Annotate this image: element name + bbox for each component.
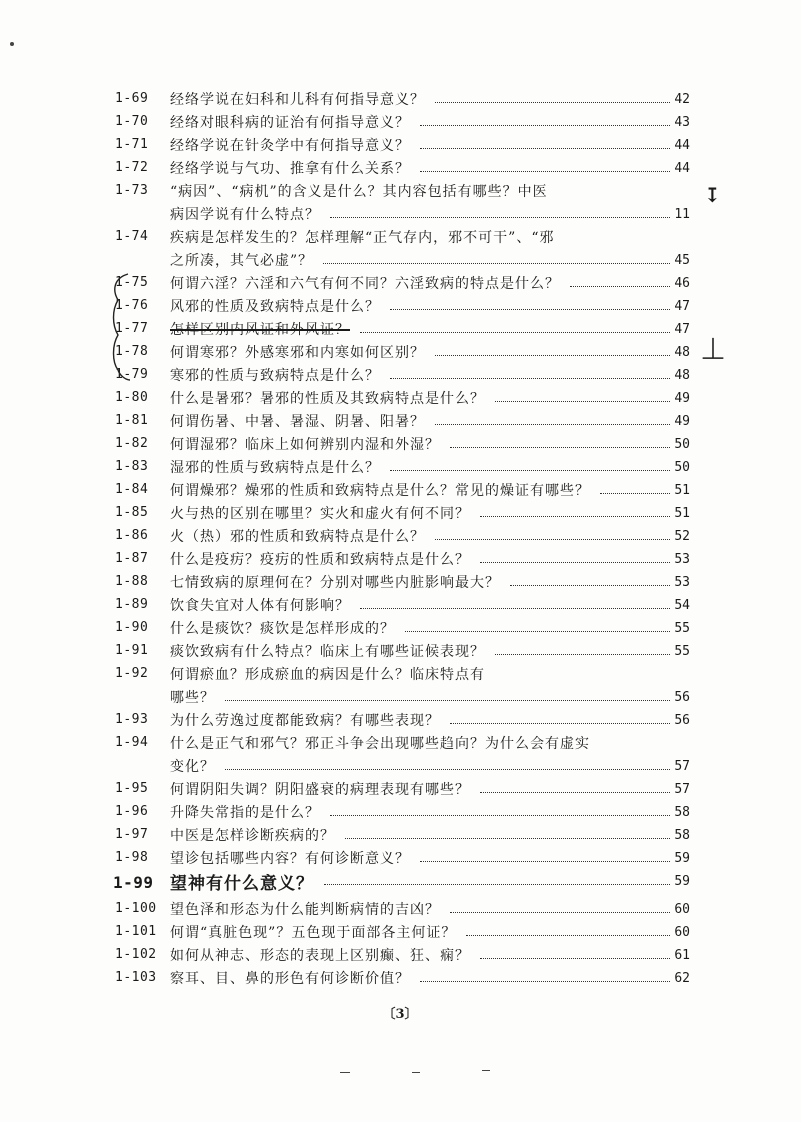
entry-page: 58: [674, 804, 690, 820]
entry-page: 42: [674, 91, 690, 107]
entry-number: 1-87: [115, 551, 149, 566]
dot-leader: [435, 539, 670, 540]
entry-page: 49: [674, 390, 690, 406]
entry-page: 11: [674, 206, 690, 222]
entry-title: 何谓伤暑、中暑、暑湿、阴暑、阳暑？: [170, 414, 425, 430]
entry-title: 经络学说在针灸学中有何指导意义？: [170, 138, 410, 154]
entry-number: 1-81: [115, 413, 149, 428]
entry-title: 为什么劳逸过度都能致病？有哪些表现？: [170, 713, 440, 729]
dot-leader: [360, 332, 670, 333]
entry-page: 55: [674, 643, 690, 659]
entry-number: 1-73: [115, 183, 149, 198]
handwritten-bracket: [108, 270, 132, 385]
entry-page: 47: [674, 298, 690, 314]
dot-leader: [495, 654, 670, 655]
margin-mark-up: ⏊: [703, 337, 723, 361]
entry-page: 56: [674, 689, 690, 705]
entry-page: 47: [674, 321, 690, 337]
entry-title: 什么是疫疠？疫疠的性质和致病特点是什么？: [170, 552, 470, 568]
dot-leader: [570, 286, 670, 287]
dot-leader: [360, 608, 670, 609]
entry-page: 57: [674, 758, 690, 774]
entry-title: 何谓瘀血？形成瘀血的病因是什么？临床特点有: [170, 667, 485, 683]
dot-leader: [330, 217, 670, 218]
dot-leader: [225, 769, 670, 770]
dot-leader: [324, 884, 670, 885]
dot-leader: [225, 700, 670, 701]
entry-title: 什么是痰饮？痰饮是怎样形成的？: [170, 621, 395, 637]
entry-page: 56: [674, 712, 690, 728]
dot-leader: [390, 470, 670, 471]
dot-leader: [435, 102, 670, 103]
entry-page: 44: [674, 160, 690, 176]
entry-number: 1-71: [115, 137, 149, 152]
entry-title: 病因学说有什么特点？: [170, 207, 320, 223]
dot-leader: [480, 562, 670, 563]
entry-number: 1-86: [115, 528, 149, 543]
entry-title: 饮食失宜对人体有何影响？: [170, 598, 350, 614]
entry-title: 经络学说在妇科和儿科有何指导意义？: [170, 92, 425, 108]
entry-title: 怎样区别内风证和外风证？: [170, 322, 350, 338]
entry-number: 1-95: [115, 781, 149, 796]
entry-title: 望诊包括哪些内容？有何诊断意义？: [170, 851, 410, 867]
dot-leader: [480, 516, 670, 517]
dot-leader: [420, 861, 670, 862]
dot-leader: [510, 585, 670, 586]
entry-page: 52: [674, 528, 690, 544]
dot-leader: [480, 792, 670, 793]
entry-number: 1-103: [115, 970, 157, 985]
entry-title: 火与热的区别在哪里？实火和虚火有何不同？: [170, 506, 470, 522]
dot-leader: [420, 981, 670, 982]
entry-number: 1-75: [115, 275, 149, 290]
dot-leader: [450, 912, 670, 913]
page-number: 〔3〕: [382, 1007, 418, 1022]
entry-page: 48: [674, 344, 690, 360]
entry-title: 什么是暑邪？暑邪的性质及其致病特点是什么？: [170, 391, 485, 407]
entry-title: “病因”、“病机”的含义是什么？其内容包括有哪些？中医: [170, 184, 548, 200]
entry-title: 升降失常指的是什么？: [170, 805, 320, 821]
entry-number: 1-100: [115, 901, 157, 916]
entry-title: 何谓湿邪？临床上如何辨别内湿和外湿？: [170, 437, 440, 453]
entry-page: 51: [674, 482, 690, 498]
entry-title: 何谓燥邪？燥邪的性质和致病特点是什么？常见的燥证有哪些？: [170, 483, 590, 499]
entry-title: 什么是正气和邪气？邪正斗争会出现哪些趋向？为什么会有虚实: [170, 736, 590, 752]
entry-number: 1-90: [115, 620, 149, 635]
entry-page: 43: [674, 114, 690, 130]
entry-page: 51: [674, 505, 690, 521]
dot-leader: [345, 838, 670, 839]
entry-number: 1-76: [115, 298, 149, 313]
dot-leader: [390, 309, 670, 310]
entry-number: 1-70: [115, 114, 149, 129]
entry-number: 1-88: [115, 574, 149, 589]
dot-leader: [435, 355, 670, 356]
entry-title: 风邪的性质及致病特点是什么？: [170, 299, 380, 315]
entry-title: 哪些？: [170, 690, 215, 706]
entry-title: 察耳、目、鼻的形色有何诊断价值？: [170, 971, 410, 987]
entry-page: 50: [674, 459, 690, 475]
scan-speck: [412, 1072, 420, 1073]
entry-title: 痰饮致病有什么特点？临床上有哪些证候表现？: [170, 644, 485, 660]
entry-title: 火（热）邪的性质和致病特点是什么？: [170, 529, 425, 545]
entry-number: 1-101: [115, 924, 157, 939]
dot-leader: [450, 447, 670, 448]
entry-page: 53: [674, 574, 690, 590]
entry-number: 1-89: [115, 597, 149, 612]
entry-page: 59: [674, 850, 690, 866]
entry-title: 之所凑，其气必虚”？: [170, 253, 314, 269]
entry-number: 1-102: [115, 947, 157, 962]
scan-speck: [10, 42, 14, 46]
entry-number: 1-78: [115, 344, 149, 359]
entry-page: 54: [674, 597, 690, 613]
entry-number: 1-74: [115, 229, 149, 244]
entry-title: 经络学说与气功、推拿有什么关系？: [170, 161, 410, 177]
entry-title: 变化？: [170, 759, 215, 775]
dot-leader: [330, 815, 670, 816]
entry-number: 1-97: [115, 827, 149, 842]
entry-number: 1-77: [115, 321, 149, 336]
entry-number: 1-92: [115, 666, 149, 681]
dot-leader: [420, 171, 670, 172]
entry-page: 53: [674, 551, 690, 567]
entry-number: 1-84: [115, 482, 149, 497]
scan-speck: [340, 1072, 350, 1073]
entry-number: 1-83: [115, 459, 149, 474]
entry-number: 1-80: [115, 390, 149, 405]
dot-leader: [390, 378, 670, 379]
entry-title: 经络对眼科病的证治有何指导意义？: [170, 115, 410, 131]
dot-leader: [435, 424, 670, 425]
entry-page: 44: [674, 137, 690, 153]
entry-page: 49: [674, 413, 690, 429]
entry-number: 1-72: [115, 160, 149, 175]
entry-title: 望色泽和形态为什么能判断病情的吉凶？: [170, 902, 440, 918]
entry-page: 57: [674, 781, 690, 797]
entry-title: 何谓阴阳失调？阴阳盛衰的病理表现有哪些？: [170, 782, 470, 798]
entry-number: 1-79: [115, 367, 149, 382]
dot-leader: [495, 401, 670, 402]
entry-title: 何谓“真脏色现”？五色现于面部各主何证？: [170, 925, 457, 941]
dot-leader: [420, 125, 670, 126]
entry-page: 62: [674, 970, 690, 986]
entry-number: 1-94: [115, 735, 149, 750]
dot-leader: [420, 148, 670, 149]
dot-leader: [405, 631, 670, 632]
entry-title: 望神有什么意义？: [170, 873, 314, 894]
entry-title: 湿邪的性质与致病特点是什么？: [170, 460, 380, 476]
entry-page: 61: [674, 947, 690, 963]
entry-page: 55: [674, 620, 690, 636]
dot-leader: [466, 935, 670, 936]
entry-number: 1-98: [115, 850, 149, 865]
entry-number: 1-99: [113, 873, 154, 892]
entry-title: 如何从神志、形态的表现上区别癫、狂、痫？: [170, 948, 470, 964]
entry-page: 46: [674, 275, 690, 291]
entry-title: 何谓六淫？六淫和六气有何不同？六淫致病的特点是什么？: [170, 276, 560, 292]
entry-number: 1-93: [115, 712, 149, 727]
entry-title: 七情致病的原理何在？分别对哪些内脏影响最大？: [170, 575, 500, 591]
entry-number: 1-85: [115, 505, 149, 520]
dot-leader: [480, 958, 670, 959]
entry-number: 1-91: [115, 643, 149, 658]
entry-page: 48: [674, 367, 690, 383]
entry-title: 中医是怎样诊断疾病的？: [170, 828, 335, 844]
entry-title: 疾病是怎样发生的？怎样理解“正气存内，邪不可干”、“邪: [170, 230, 555, 246]
dot-leader: [600, 493, 670, 494]
entry-title: 何谓寒邪？外感寒邪和内寒如何区别？: [170, 345, 425, 361]
dot-leader: [323, 263, 670, 264]
margin-mark-down: ↧: [704, 183, 721, 207]
entry-page: 60: [674, 924, 690, 940]
entry-number: 1-82: [115, 436, 149, 451]
entry-page: 59: [674, 873, 690, 889]
entry-page: 58: [674, 827, 690, 843]
entry-page: 50: [674, 436, 690, 452]
entry-page: 45: [674, 252, 690, 268]
entry-title: 寒邪的性质与致病特点是什么？: [170, 368, 380, 384]
scan-speck: [482, 1070, 490, 1071]
entry-number: 1-96: [115, 804, 149, 819]
entry-page: 60: [674, 901, 690, 917]
dot-leader: [450, 723, 670, 724]
entry-number: 1-69: [115, 91, 149, 106]
